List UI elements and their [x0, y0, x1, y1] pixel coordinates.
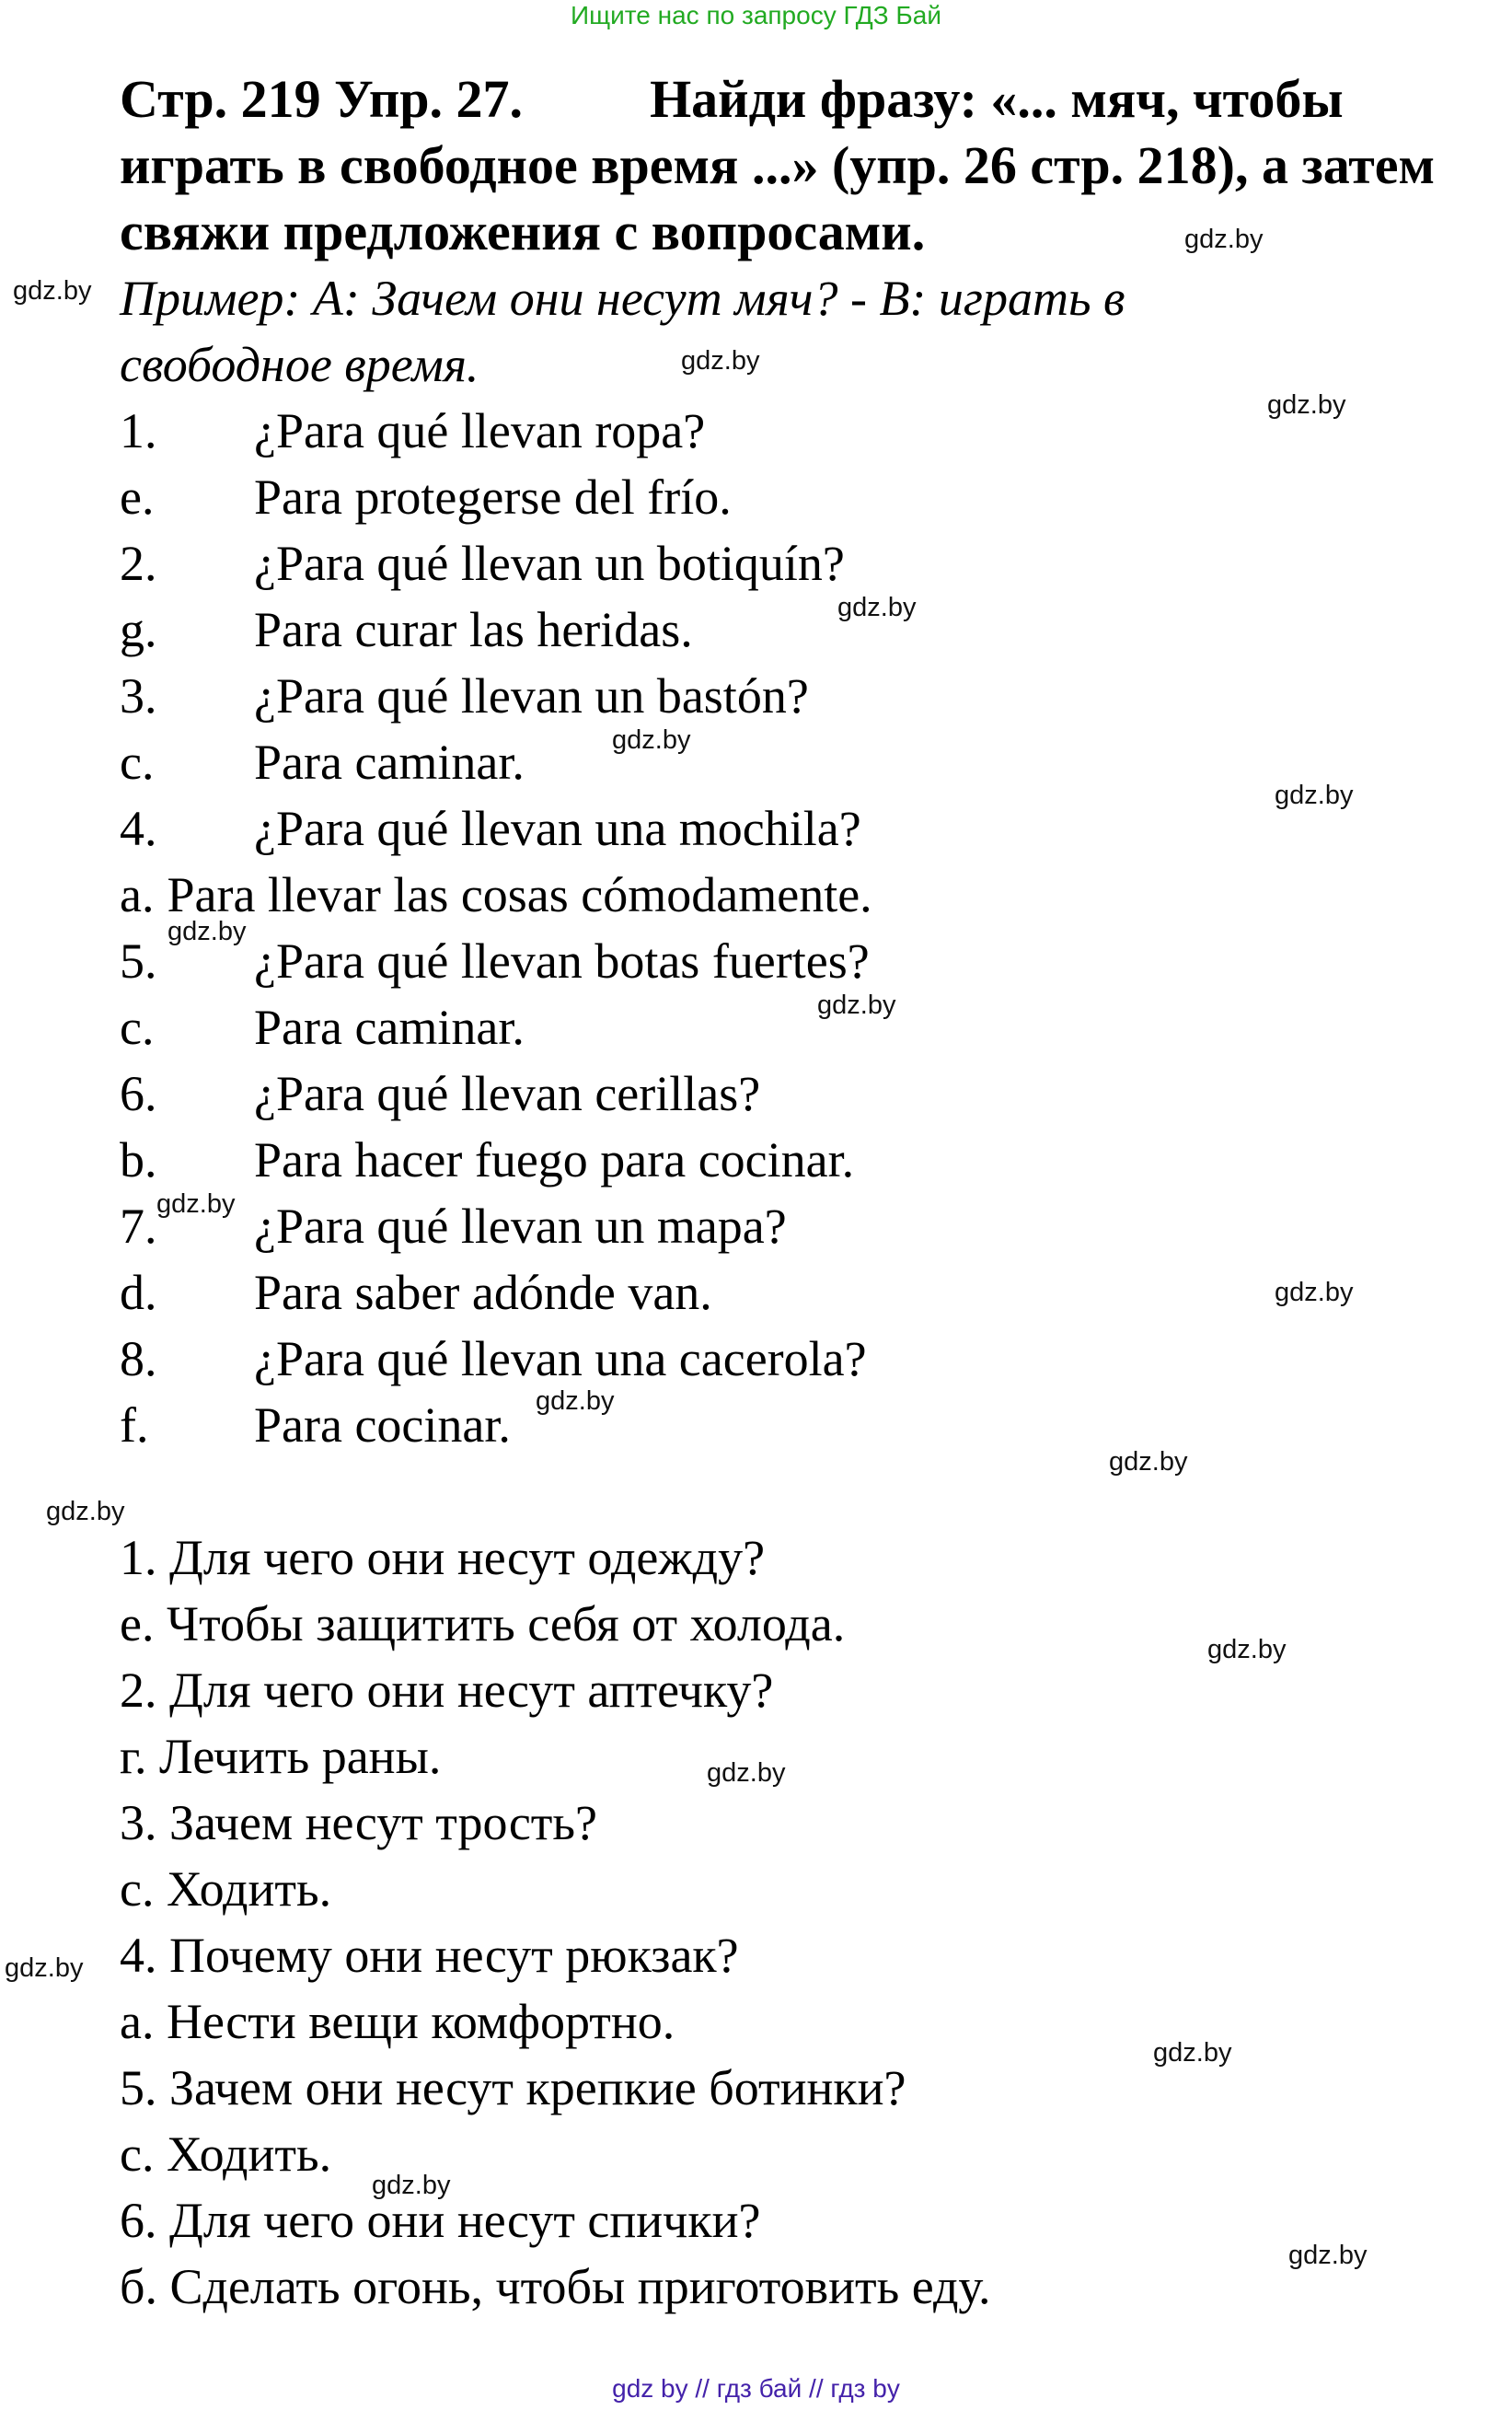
list-item: 5. ¿Para qué llevan botas fuertes? — [120, 933, 870, 989]
list-item: c. Para caminar. — [120, 1000, 525, 1055]
list-item: b. Para hacer fuego para cocinar. — [120, 1132, 855, 1188]
footer-links: gdz by // гдз бай // гдз by — [612, 2374, 900, 2403]
watermark: gdz.by — [612, 725, 691, 755]
list-item: 1. Для чего они несут одежду? — [120, 1530, 766, 1585]
list-item: с. Ходить. — [120, 2126, 332, 2182]
list-item: с. Ходить. — [120, 1861, 332, 1917]
list-item: 3. ¿Para qué llevan un bastón? — [120, 668, 809, 724]
watermark: gdz.by — [1275, 1278, 1354, 1307]
list-item: g. Para curar las heridas. — [120, 602, 693, 657]
heading-page-ref: Стр. 219 Упр. 27. — [120, 69, 524, 129]
list-item: f. Para cocinar. — [120, 1397, 511, 1453]
list-item: 1. ¿Para qué llevan ropa? — [120, 403, 706, 458]
watermark: gdz.by — [46, 1497, 125, 1526]
watermark: gdz.by — [1275, 781, 1354, 810]
watermark: gdz.by — [536, 1386, 615, 1416]
watermark: gdz.by — [681, 346, 760, 376]
list-item: 5. Зачем они несут крепкие ботинки? — [120, 2060, 906, 2115]
watermark: gdz.by — [5, 1953, 84, 1983]
list-item: d. Para saber adónde van. — [120, 1265, 712, 1320]
watermark: gdz.by — [1207, 1635, 1287, 1664]
watermark: gdz.by — [156, 1189, 236, 1219]
list-item: 3. Зачем несут трость? — [120, 1795, 597, 1850]
watermark: gdz.by — [1153, 2038, 1232, 2068]
list-item: a. Para llevar las cosas cómodamente. — [120, 867, 872, 922]
example-text: Пример: A: Зачем они несут мяч? - B: играть в свободное время. — [120, 271, 1125, 392]
list-item: 6. ¿Para qué llevan cerillas? — [120, 1066, 761, 1121]
list-item: 4. ¿Para qué llevan una mochila? — [120, 801, 861, 856]
watermark: gdz.by — [13, 276, 92, 306]
list-item: 6. Для чего они несут спички? — [120, 2193, 761, 2248]
list-item: а. Нести вещи комфортно. — [120, 1994, 675, 2049]
list-item: 7. ¿Para qué llevan un mapa? — [120, 1199, 787, 1254]
list-item: 8. ¿Para qué llevan una cacerola? — [120, 1331, 867, 1386]
watermark: gdz.by — [837, 593, 917, 622]
top-banner: Ищите нас по запросу ГДЗ Бай — [570, 1, 942, 29]
list-item: е. Чтобы защитить себя от холода. — [120, 1596, 846, 1651]
watermark: gdz.by — [372, 2171, 451, 2200]
watermark: gdz.by — [167, 917, 247, 946]
watermark: gdz.by — [1109, 1447, 1188, 1477]
watermark: gdz.by — [1184, 225, 1264, 254]
list-item: 4. Почему они несут рюкзак? — [120, 1928, 739, 1983]
list-item: 2. Для чего они несут аптечку? — [120, 1663, 774, 1718]
list-item: 2. ¿Para qué llevan un botiquín? — [120, 536, 845, 591]
watermark: gdz.by — [817, 991, 896, 1020]
list-item: б. Сделать огонь, чтобы приготовить еду. — [120, 2259, 991, 2314]
heading-task: Найди фразу: «... мяч, чтобы играть в свободное время ...» (упр. 26 стр. 218), а затем свяжи предложения с вопросами. — [120, 69, 1435, 261]
watermark: gdz.by — [707, 1758, 786, 1788]
watermark: gdz.by — [1288, 2241, 1368, 2270]
watermark: gdz.by — [1267, 390, 1346, 420]
list-item: г. Лечить раны. — [120, 1729, 442, 1784]
list-item: e. Para protegerse del frío. — [120, 469, 732, 525]
list-item: c. Para caminar. — [120, 735, 525, 790]
